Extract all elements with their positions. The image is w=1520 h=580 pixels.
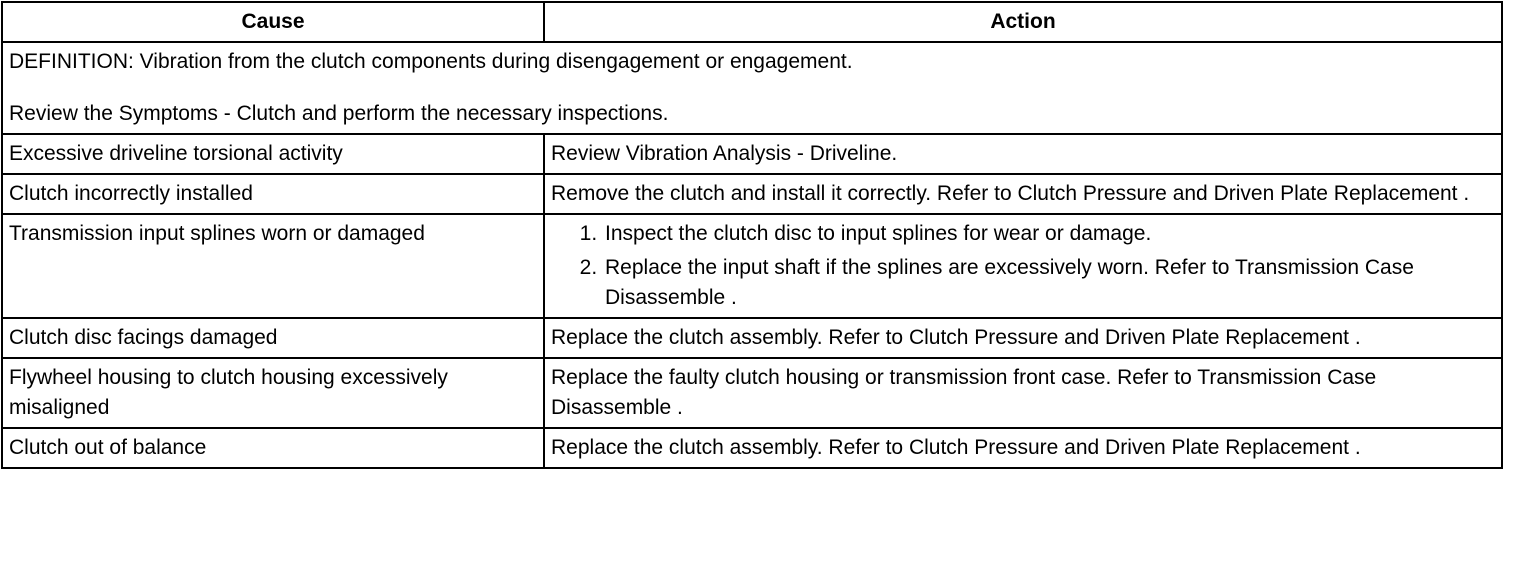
definition-cell xyxy=(2,42,1502,134)
action-cell: Replace the clutch assembly. Refer to Clutch Pressure and Driven Plate Replacement . xyxy=(544,428,1502,468)
definition-row xyxy=(2,42,1502,134)
action-steps-list xyxy=(551,219,1495,313)
table-row xyxy=(2,134,1502,174)
table-row xyxy=(2,174,1502,214)
cause-header: Cause xyxy=(2,2,544,42)
action-header: Action xyxy=(544,2,1502,42)
cause-cell: Excessive driveline torsional activity xyxy=(2,134,544,174)
action-cell: Replace the faulty clutch housing or transmission front case. Refer to Transmission Case Disassemble . xyxy=(544,358,1502,428)
cause-cell: Transmission input splines worn or damaged xyxy=(2,214,544,318)
table-row xyxy=(2,318,1502,358)
cause-cell: Flywheel housing to clutch housing excessively misaligned xyxy=(2,358,544,428)
definition-text: DEFINITION: Vibration from the clutch components during disengagement or engagement. xyxy=(9,50,853,73)
header-row xyxy=(2,2,1502,42)
action-cell: Replace the clutch assembly. Refer to Clutch Pressure and Driven Plate Replacement . xyxy=(544,318,1502,358)
action-cell xyxy=(544,214,1502,318)
cause-cell: Clutch incorrectly installed xyxy=(2,174,544,214)
action-step: 2. Replace the input shaft if the splines are excessively worn. Refer to Transmission Case Disassemble . xyxy=(603,253,1495,313)
review-symptoms-text: Review the Symptoms - Clutch and perform the necessary inspections. xyxy=(9,102,669,125)
action-step: 1. Inspect the clutch disc to input splines for wear or damage. xyxy=(603,219,1495,249)
cause-cell: Clutch out of balance xyxy=(2,428,544,468)
table-row xyxy=(2,214,1502,318)
table-row xyxy=(2,358,1502,428)
cause-cell: Clutch disc facings damaged xyxy=(2,318,544,358)
action-cell: Remove the clutch and install it correctly. Refer to Clutch Pressure and Driven Plate Replacement . xyxy=(544,174,1502,214)
action-cell: Review Vibration Analysis - Driveline. xyxy=(544,134,1502,174)
table-row xyxy=(2,428,1502,468)
diagnostic-table xyxy=(1,1,1503,469)
